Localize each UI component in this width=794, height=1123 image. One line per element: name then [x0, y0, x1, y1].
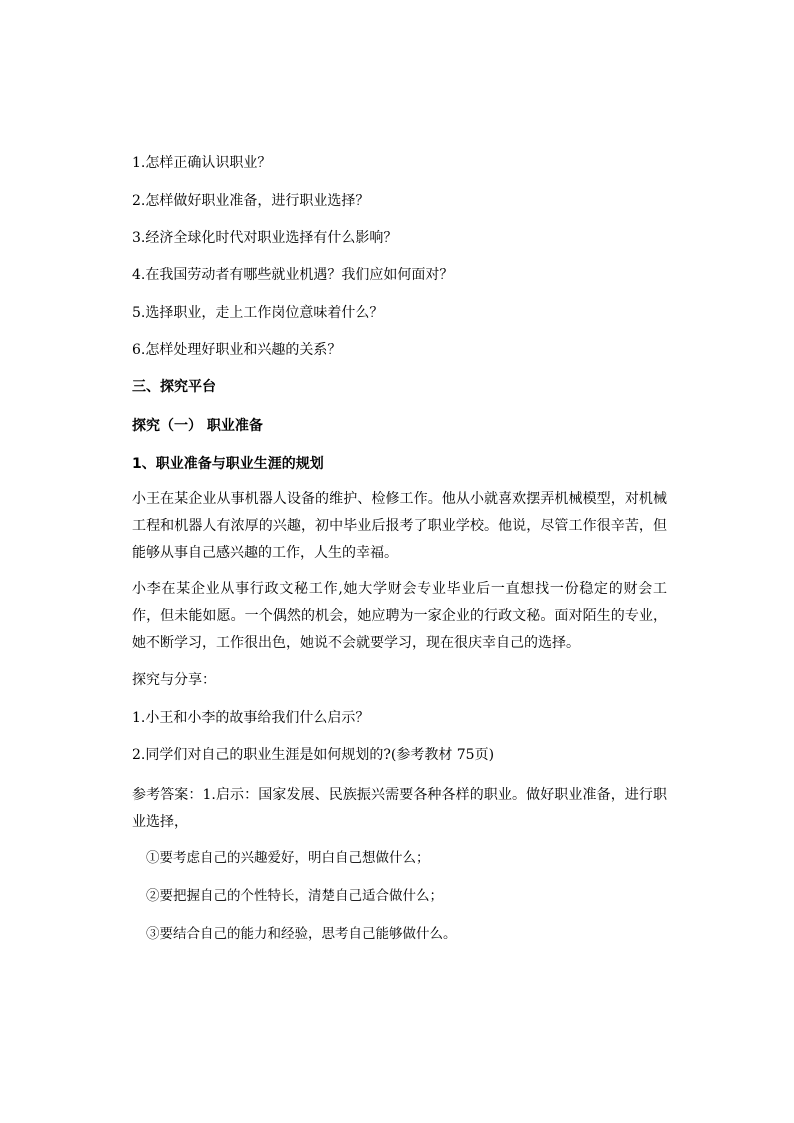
question-item: 3.经济全球化时代对职业选择有什么影响？ — [132, 230, 398, 246]
question-item: 2.怎样做好职业准备，进行职业选择？ — [132, 193, 370, 209]
answer-point: ①要考虑自己的兴趣爱好，明白自己想做什么； — [146, 850, 430, 866]
question-item: 4.在我国劳动者有哪些就业机遇？我们应如何面对？ — [132, 267, 454, 283]
answer-point: ③要结合自己的能力和经验，思考自己能够做什么。 — [146, 926, 457, 942]
question-item: 5.选择职业，走上工作岗位意味着什么？ — [132, 305, 384, 321]
share-question: 1.小王和小李的故事给我们什么启示？ — [132, 710, 370, 726]
case-paragraph-wang: 小王在某企业从事机器人设备的维护、检修工作。他从小就喜欢摆弄机械模型，对机械工程和机器人有浓厚的兴趣，初中毕业后报考了职业学校。他说，尽管工作很辛苦，但能够从事自己感兴趣的工作，人生的幸福。 — [132, 491, 667, 561]
question-item: 6.怎样处理好职业和兴趣的关系？ — [132, 342, 342, 358]
share-label: 探究与分享： — [132, 672, 216, 688]
topic-title: 1、职业准备与职业生涯的规划 — [132, 456, 324, 472]
answer-point: ②要把握自己的个性特长，清楚自己适合做什么； — [146, 888, 443, 904]
case-paragraph-li: 小李在某企业从事行政文秘工作,她大学财会专业毕业后一直想找一份稳定的财会工作，但未能如愿。一个偶然的机会，她应聘为一家企业的行政文秘。面对陌生的专业，她不断学习，工作很出色，她说不会就要学习，现在很庆幸自己的选择。 — [132, 581, 667, 651]
question-item: 1.怎样正确认识职业？ — [132, 155, 272, 171]
answer-intro: 参考答案：1.启示：国家发展、民族振兴需要各种各样的职业。做好职业准备，进行职业选择， — [132, 787, 667, 830]
share-question: 2.同学们对自己的职业生涯是如何规划的?(参考教材 75页) — [132, 747, 495, 763]
section-title: 三、探究平台 — [132, 379, 216, 395]
subsection-title: 探究（一） 职业准备 — [132, 418, 263, 434]
